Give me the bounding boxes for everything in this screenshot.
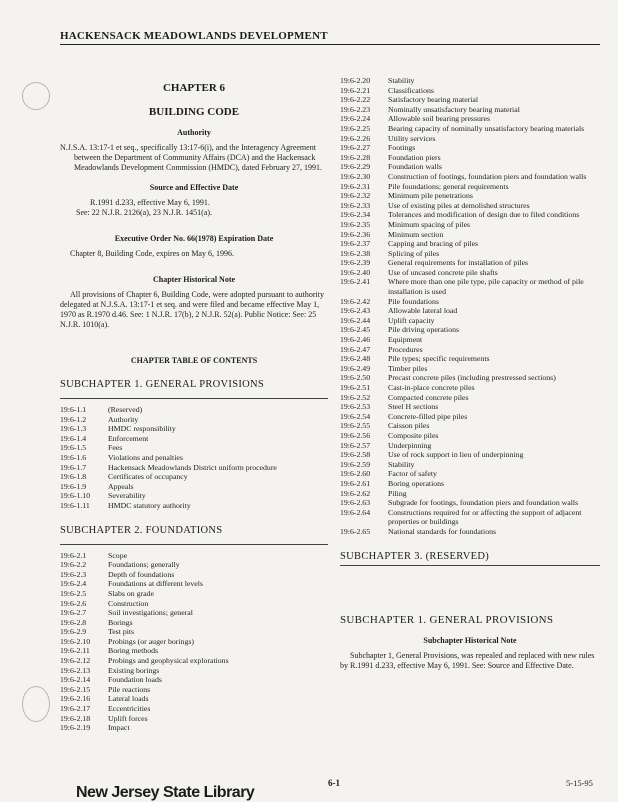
toc-section-number: 19:6-1.8	[60, 472, 87, 482]
toc-section-number: 19:6-1.5	[60, 443, 87, 453]
toc-section-title: Depth of foundations	[108, 569, 175, 579]
toc-section-number: 19:6-2.19	[60, 723, 91, 733]
toc-section-number: 19:6-2.58	[340, 450, 371, 460]
toc-section-title: Timber piles	[388, 363, 428, 373]
toc-entry	[340, 86, 600, 96]
toc-section-number: 19:6-2.7	[60, 608, 87, 618]
toc-entry	[340, 201, 600, 211]
toc-section-number: 19:6-2.59	[340, 459, 371, 469]
toc-section-number: 19:6-2.28	[340, 152, 371, 162]
authority-text: N.J.S.A. 13:17-1 et seq., specifically 13:17-6(i), and the Interagency Agreement between the Department of Community Affairs (DCA) and the Hackensack Meadowlands Development Commission (HMDC), dated February 27, 1991.	[60, 143, 322, 172]
toc-section-title: Splicing of piles	[388, 248, 440, 258]
toc-section-title: Equipment	[388, 335, 423, 345]
toc-entry	[340, 345, 600, 355]
toc-section-number: 19:6-1.3	[60, 424, 87, 434]
toc-section-number: 19:6-2.39	[340, 258, 371, 268]
body-subchapter-1-note-heading: Subchapter Historical Note	[423, 635, 517, 645]
history-heading: Chapter Historical Note	[152, 275, 236, 284]
toc-section-number: 19:6-2.40	[340, 267, 371, 277]
exec-order-heading: Executive Order No. 66(1978) Expiration Date	[114, 234, 274, 243]
toc-entry	[60, 694, 328, 704]
source-line-2: See: 22 N.J.R. 2126(a), 23 N.J.R. 1451(a).	[76, 208, 212, 217]
toc-entry	[340, 460, 600, 470]
toc-section-number: 19:6-2.23	[340, 104, 371, 114]
toc-section-title: Probings and geophysical explorations	[108, 656, 229, 666]
toc-section-title: Use of rock support in lieu of underpinning	[388, 450, 524, 460]
toc-section-number: 19:6-1.4	[60, 433, 87, 443]
toc-section-number: 19:6-2.55	[340, 421, 371, 431]
toc-section-title: Use of uncased concrete pile shafts	[388, 267, 498, 277]
toc-entry	[340, 230, 600, 240]
toc-entry	[340, 498, 600, 508]
toc-entry	[60, 570, 328, 580]
toc-section-title: Borings	[108, 617, 133, 627]
toc-section-number: 19:6-2.1	[60, 550, 87, 560]
toc-entry	[340, 402, 600, 412]
toc-entry	[60, 723, 328, 733]
library-stamp: New Jersey State Library	[76, 784, 255, 801]
toc-section-title: Compacted concrete piles	[388, 392, 469, 402]
toc-section-number: 19:6-2.20	[340, 76, 371, 85]
toc-entry	[60, 666, 328, 676]
toc-section-number: 19:6-2.13	[60, 665, 91, 675]
toc-section-number: 19:6-2.53	[340, 402, 371, 412]
toc-section-title: Stability	[388, 76, 415, 85]
toc-entry	[340, 258, 600, 268]
toc-section-title: Capping and bracing of piles	[388, 239, 479, 249]
toc-section-title: Precast concrete piles (including prestressed sections)	[388, 373, 556, 383]
toc-section-title: Existing borings	[108, 665, 160, 675]
toc-section-title: Piling	[388, 488, 407, 498]
toc-section-title: Enforcement	[108, 433, 149, 443]
toc-section-title: Subgrade for footings, foundation piers and foundation walls	[388, 498, 579, 508]
toc-entry	[340, 268, 600, 278]
toc-section-number: 19:6-2.37	[340, 239, 371, 249]
toc-section-title: Minimum pile penetrations	[388, 191, 473, 201]
toc-section-title: National standards for foundations	[388, 526, 497, 536]
toc-section-number: 19:6-2.61	[340, 478, 371, 488]
toc-section-title: Constructions required for or affecting the support of adjacent properties or buildings	[388, 507, 582, 527]
toc-section-title: Allowable soil bearing pressures	[388, 114, 490, 124]
toc-section-number: 19:6-2.38	[340, 248, 371, 258]
toc-section-number: 19:6-2.21	[340, 85, 371, 95]
toc-entry	[340, 469, 600, 479]
toc-section-title: Composite piles	[388, 430, 439, 440]
toc-entry	[340, 316, 600, 326]
toc-section-number: 19:6-2.27	[340, 143, 371, 153]
subchapter-1-rule	[60, 398, 328, 399]
toc-section-title: Minimum spacing of piles	[388, 219, 471, 229]
toc-entry	[60, 560, 328, 570]
toc-entry	[60, 453, 328, 463]
toc-entry	[340, 489, 600, 499]
toc-section-title: Cast-in-place concrete piles	[388, 383, 475, 392]
toc-section-number: 19:6-2.52	[340, 392, 371, 402]
toc-section-number: 19:6-2.12	[60, 656, 91, 666]
toc-section-title: Concrete-filled pipe piles	[388, 411, 468, 421]
toc-section-number: 19:6-2.31	[340, 181, 371, 191]
toc-section-number: 19:6-2.56	[340, 430, 371, 440]
toc-section-title: Stability	[388, 459, 415, 469]
toc-section-title: Uplift forces	[108, 713, 148, 723]
toc-entry	[340, 373, 600, 383]
toc-entry	[340, 364, 600, 374]
subchapter-2-toc-continued	[340, 76, 600, 537]
toc-section-number: 19:6-1.11	[60, 500, 90, 510]
toc-section-number: 19:6-2.25	[340, 123, 371, 133]
toc-section-title: Bearing capacity of nominally unsatisfactory bearing materials	[388, 123, 585, 133]
toc-section-title: Uplift capacity	[388, 315, 435, 325]
toc-entry	[60, 463, 328, 473]
toc-entry	[60, 551, 328, 561]
subchapter-1-toc	[60, 405, 328, 511]
toc-section-title: Fees	[108, 443, 123, 453]
toc-section-number: 19:6-1.2	[60, 414, 87, 424]
toc-section-title: Pile foundations; general requirements	[388, 181, 509, 191]
toc-section-number: 19:6-2.43	[340, 306, 371, 316]
toc-section-number: 19:6-2.3	[60, 569, 87, 579]
toc-heading: CHAPTER TABLE OF CONTENTS	[130, 356, 258, 365]
punch-hole-bottom	[22, 686, 50, 722]
toc-section-number: 19:6-2.10	[60, 636, 91, 646]
toc-section-title: Hackensack Meadowlands District uniform procedure	[108, 462, 277, 472]
toc-section-title: Soil investigations; general	[108, 608, 193, 618]
toc-entry	[340, 105, 600, 115]
toc-entry	[340, 335, 600, 345]
toc-entry	[60, 415, 328, 425]
toc-entry	[340, 162, 600, 172]
toc-section-title: Appeals	[108, 481, 134, 491]
toc-section-number: 19:6-2.62	[340, 488, 371, 498]
toc-entry	[60, 714, 328, 724]
toc-section-number: 19:6-2.16	[60, 694, 91, 704]
toc-section-number: 19:6-2.11	[60, 646, 90, 656]
toc-section-number: 19:6-2.60	[340, 469, 371, 479]
toc-section-title: Probings (or auger borings)	[108, 636, 194, 646]
toc-section-title: Factor of safety	[388, 469, 437, 479]
toc-section-number: 19:6-2.26	[340, 133, 371, 143]
toc-section-title: Scope	[108, 550, 128, 560]
toc-section-title: Nominally unsatisfactory bearing material	[388, 104, 520, 114]
page-number: 6-1	[328, 778, 340, 788]
toc-entry	[60, 599, 328, 609]
toc-section-number: 19:6-2.50	[340, 373, 371, 383]
toc-section-number: 19:6-2.15	[60, 684, 91, 694]
toc-section-number: 19:6-2.8	[60, 617, 87, 627]
toc-section-number: 19:6-2.5	[60, 588, 87, 598]
toc-section-number: 19:6-2.24	[340, 114, 371, 124]
toc-entry	[60, 579, 328, 589]
toc-section-title: Construction of footings, foundation piers and foundation walls	[388, 171, 587, 181]
toc-section-title: Impact	[108, 723, 130, 733]
toc-section-title: Pile foundations	[388, 296, 439, 306]
toc-section-title: Pile types; specific requirements	[388, 354, 490, 364]
subchapter-2-rule	[60, 544, 328, 545]
toc-section-title: Violations and penalties	[108, 452, 183, 462]
toc-section-number: 19:6-2.2	[60, 560, 87, 570]
toc-entry	[60, 491, 328, 501]
toc-section-title: Underpinning	[388, 440, 432, 450]
source-heading: Source and Effective Date	[149, 183, 239, 192]
toc-entry	[60, 405, 328, 415]
toc-section-title: Boring methods	[108, 646, 159, 656]
toc-section-number: 19:6-1.7	[60, 462, 87, 472]
toc-section-number: 19:6-2.34	[340, 210, 371, 220]
toc-entry	[340, 325, 600, 335]
toc-entry	[340, 431, 600, 441]
toc-section-title: Authority	[108, 414, 139, 424]
toc-section-number: 19:6-2.45	[340, 325, 371, 335]
toc-entry	[340, 441, 600, 451]
toc-section-title: Use of existing piles at demolished structures	[388, 200, 530, 210]
toc-section-number: 19:6-2.44	[340, 315, 371, 325]
toc-section-number: 19:6-1.1	[60, 405, 87, 414]
toc-entry	[340, 249, 600, 259]
toc-section-number: 19:6-2.51	[340, 383, 371, 392]
toc-section-number: 19:6-1.6	[60, 452, 87, 462]
toc-section-number: 19:6-2.17	[60, 704, 91, 714]
toc-section-title: Certificates of occupancy	[108, 472, 188, 482]
toc-section-title: HMDC statutory authority	[108, 500, 191, 510]
left-column	[60, 76, 328, 733]
toc-entry	[340, 412, 600, 422]
toc-entry	[340, 124, 600, 134]
toc-section-number: 19:6-2.4	[60, 579, 87, 589]
toc-section-title: Foundation walls	[388, 162, 442, 172]
body-subchapter-1-title: SUBCHAPTER 1. GENERAL PROVISIONS	[340, 613, 554, 626]
toc-entry	[340, 191, 600, 201]
toc-section-number: 19:6-2.6	[60, 598, 87, 608]
subchapter-2-title: SUBCHAPTER 2. FOUNDATIONS	[60, 524, 223, 536]
toc-entry	[340, 153, 600, 163]
toc-entry	[340, 306, 600, 316]
toc-entry	[340, 393, 600, 403]
toc-entry	[340, 210, 600, 220]
toc-section-number: 19:6-2.48	[340, 354, 371, 364]
toc-entry	[60, 646, 328, 656]
toc-entry	[340, 95, 600, 105]
toc-section-number: 19:6-2.49	[340, 363, 371, 373]
toc-section-number: 19:6-1.9	[60, 481, 87, 491]
source-line-1: R.1991 d.233, effective May 6, 1991.	[90, 198, 210, 207]
toc-section-number: 19:6-2.41	[340, 277, 371, 287]
toc-entry	[340, 383, 600, 393]
toc-section-number: 19:6-2.32	[340, 191, 371, 201]
history-text: All provisions of Chapter 6, Building Code, were adopted pursuant to authority delegated at N.J.S.A. 13:17-1 et seq. and were filed and became effective May 1, 1970 as R.1970 d.46. See: 1 N.J.R. 17(b), 2 N.J.R. 52(a). Public Notice: See: 25 N.J.R. 1010(a).	[60, 290, 324, 329]
toc-section-number: 19:6-2.57	[340, 440, 371, 450]
subchapter-3-title: SUBCHAPTER 3. (RESERVED)	[340, 550, 489, 562]
toc-section-number: 19:6-2.33	[340, 200, 371, 210]
toc-entry	[340, 421, 600, 431]
toc-entry	[60, 501, 328, 511]
toc-entry	[340, 527, 600, 537]
toc-entry	[340, 220, 600, 230]
toc-entry	[60, 424, 328, 434]
toc-entry	[60, 685, 328, 695]
toc-section-number: 19:6-2.47	[340, 344, 371, 354]
toc-section-title: General requirements for installation of piles	[388, 258, 529, 268]
exec-order-text: Chapter 8, Building Code, expires on May 6, 1996.	[70, 249, 234, 258]
toc-entry	[60, 608, 328, 618]
toc-section-title: Foundation piers	[388, 152, 441, 162]
toc-section-title: Caisson piles	[388, 421, 430, 431]
toc-section-title: Utility services	[388, 133, 436, 143]
header-rule	[60, 44, 600, 45]
toc-section-title: (Reserved)	[108, 405, 143, 414]
toc-section-number: 19:6-2.30	[340, 171, 371, 181]
toc-section-number: 19:6-2.54	[340, 411, 371, 421]
toc-entry	[60, 482, 328, 492]
toc-section-title: Lateral loads	[108, 694, 149, 704]
toc-section-number: 19:6-2.14	[60, 675, 91, 685]
toc-entry	[340, 182, 600, 192]
authority-heading: Authority	[177, 128, 211, 137]
toc-section-title: Foundation loads	[108, 675, 162, 685]
toc-section-title: Classifications	[388, 85, 434, 95]
toc-entry	[60, 618, 328, 628]
toc-entry	[60, 589, 328, 599]
toc-section-title: Foundations at different levels	[108, 579, 203, 589]
toc-section-number: 19:6-2.35	[340, 219, 371, 229]
toc-entry	[340, 297, 600, 307]
toc-section-number: 19:6-2.9	[60, 627, 87, 637]
toc-section-title: Procedures	[388, 344, 423, 354]
toc-entry	[60, 675, 328, 685]
toc-section-number: 19:6-2.65	[340, 526, 371, 536]
right-column	[340, 76, 600, 681]
toc-entry	[340, 354, 600, 364]
toc-section-title: Boring operations	[388, 478, 445, 488]
toc-section-title: Test pits	[108, 627, 135, 637]
toc-section-title: Footings	[388, 143, 416, 153]
toc-entry	[60, 443, 328, 453]
toc-entry	[340, 172, 600, 182]
toc-section-title: Minimum section	[388, 229, 444, 239]
toc-section-title: Tolerances and modification of design due to filed conditions	[388, 210, 580, 220]
toc-entry	[340, 450, 600, 460]
toc-entry	[340, 114, 600, 124]
supplement-date: 5-15-95	[566, 778, 593, 788]
toc-section-number: 19:6-2.29	[340, 162, 371, 172]
toc-section-title: Where more than one pile type, pile capacity or method of pile installation is used	[388, 277, 584, 297]
toc-section-title: Steel H sections	[388, 402, 439, 412]
toc-entry	[340, 277, 600, 296]
toc-entry	[340, 239, 600, 249]
toc-section-number: 19:6-1.10	[60, 491, 91, 501]
toc-entry	[60, 637, 328, 647]
punch-hole-top	[22, 82, 50, 110]
toc-entry	[340, 134, 600, 144]
toc-section-title: Allowable lateral load	[388, 306, 458, 316]
subchapter-1-title: SUBCHAPTER 1. GENERAL PROVISIONS	[60, 379, 265, 390]
chapter-name: BUILDING CODE	[148, 106, 240, 118]
toc-entry	[60, 627, 328, 637]
toc-entry	[340, 479, 600, 489]
toc-section-title: Pile reactions	[108, 684, 151, 694]
toc-section-title: HMDC responsibility	[108, 424, 176, 434]
toc-section-number: 19:6-2.22	[340, 95, 371, 105]
subchapter-2-toc	[60, 551, 328, 733]
toc-section-number: 19:6-2.18	[60, 713, 91, 723]
toc-entry	[60, 434, 328, 444]
body-subchapter-1-note-text: Subchapter 1, General Provisions, was repealed and replaced with new rules by R.1991 d.233, effective May 6, 1991. See: Source and Effective Date.	[340, 650, 595, 670]
toc-section-title: Slabs on grade	[108, 588, 154, 598]
toc-section-title: Foundations; generally	[108, 560, 180, 570]
toc-section-number: 19:6-2.42	[340, 296, 371, 306]
toc-entry	[60, 472, 328, 482]
toc-section-number: 19:6-2.64	[340, 507, 371, 517]
toc-entry	[340, 143, 600, 153]
toc-entry	[340, 508, 600, 527]
running-head: HACKENSACK MEADOWLANDS DEVELOPMENT	[60, 30, 328, 42]
toc-section-number: 19:6-2.63	[340, 498, 371, 508]
toc-section-title: Construction	[108, 598, 149, 608]
toc-section-number: 19:6-2.36	[340, 229, 371, 239]
toc-section-title: Satisfactory bearing material	[388, 95, 479, 105]
toc-section-number: 19:6-2.46	[340, 335, 371, 345]
chapter-number: CHAPTER 6	[162, 82, 226, 94]
toc-section-title: Severability	[108, 491, 146, 501]
toc-entry	[60, 656, 328, 666]
toc-entry	[60, 704, 328, 714]
toc-section-title: Pile driving operations	[388, 325, 460, 335]
toc-section-title: Eccentricities	[108, 704, 151, 714]
toc-entry	[340, 76, 600, 86]
